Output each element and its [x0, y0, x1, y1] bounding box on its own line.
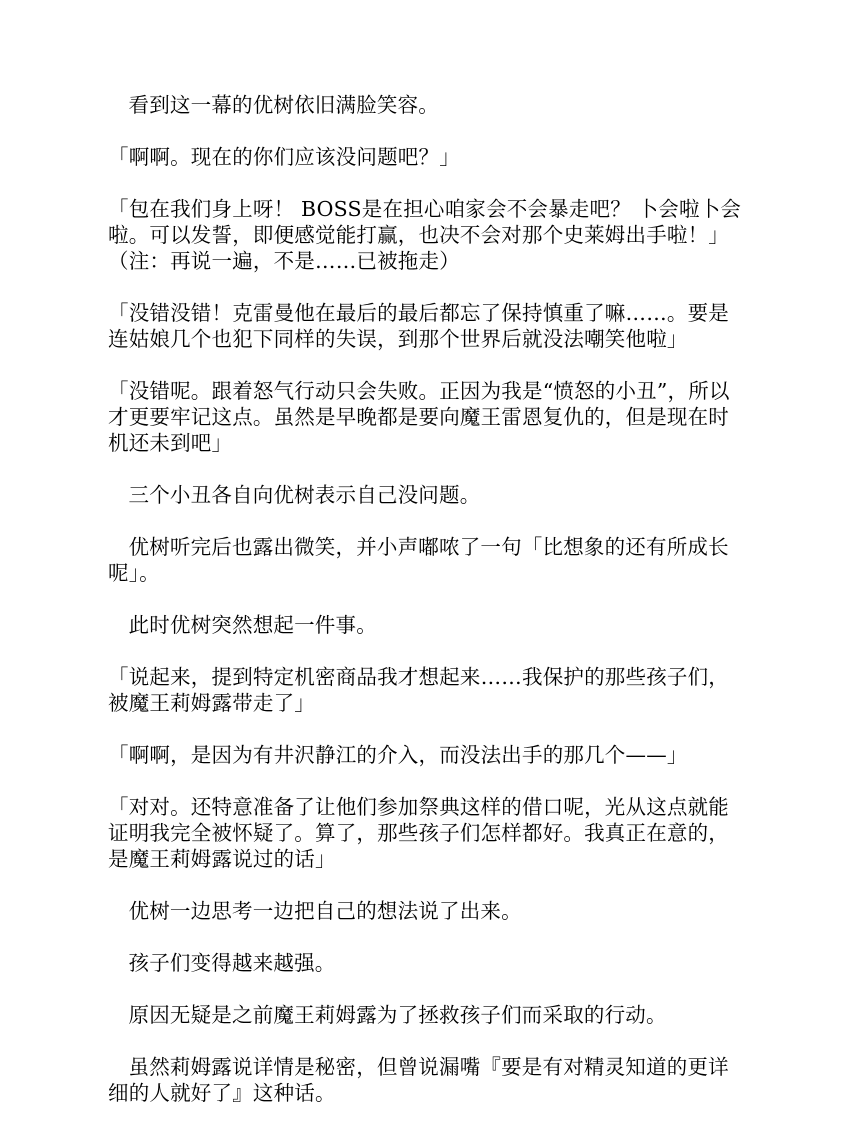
- paragraph-narration: 虽然莉姆露说详情是秘密，但曾说漏嘴『要是有对精灵知道的更详细的人就好了』这种话。: [108, 1055, 729, 1105]
- paragraph-dialogue: 「说起来，提到特定机密商品我才想起来……我保护的那些孩子们，被魔王莉姆露带走了」: [108, 665, 729, 715]
- paragraph-dialogue: 「对对。还特意准备了让他们参加祭典这样的借口呢，光从这点就能证明我完全被怀疑了。算了，那些孩子们怎样都好。我真正在意的，是魔王莉姆露说过的话」: [108, 795, 729, 871]
- paragraph-dialogue: 「没错没错！克雷曼他在最后的最后都忘了保持慎重了嘛……。要是连姑娘几个也犯下同样的失误，到那个世界后就没法嘲笑他啦」: [108, 301, 729, 351]
- paragraph-narration: 优树听完后也露出微笑，并小声嘟哝了一句「比想象的还有所成长呢」。: [108, 535, 729, 585]
- paragraph-dialogue: 「包在我们身上呀！ BOSS是在担心咱家会不会暴走吧？ 卜会啦卜会啦。可以发誓，即便感觉能打赢，也决不会对那个史莱姆出手啦！」: [108, 197, 742, 247]
- paragraph-narration: 原因无疑是之前魔王莉姆露为了拯救孩子们而采取的行动。: [128, 1003, 667, 1027]
- paragraph-narration: 三个小丑各自向优树表示自己没问题。: [128, 483, 481, 507]
- document-page: [108, 92, 748, 1132]
- paragraph-dialogue: 「啊啊。现在的你们应该没问题吧？」: [108, 145, 460, 169]
- paragraph-note: （注：再说一遍，不是……已被拖走）: [108, 249, 460, 273]
- paragraph-narration: 此时优树突然想起一件事。: [128, 613, 377, 637]
- paragraph-narration: 看到这一幕的优树依旧满脸笑容。: [128, 93, 439, 117]
- paragraph-narration: 优树一边思考一边把自己的想法说了出来。: [128, 899, 522, 923]
- paragraph-dialogue: 「没错呢。跟着怒气行动只会失败。正因为我是“愤怒的小丑”，所以才更要牢记这点。虽然是早晚都是要向魔王雷恩复仇的，但是现在时机还未到吧」: [108, 379, 730, 455]
- paragraph-dialogue: 「啊啊，是因为有井沢静江的介入，而没法出手的那几个——」: [108, 743, 688, 767]
- paragraph-narration: 孩子们变得越来越强。: [128, 951, 336, 975]
